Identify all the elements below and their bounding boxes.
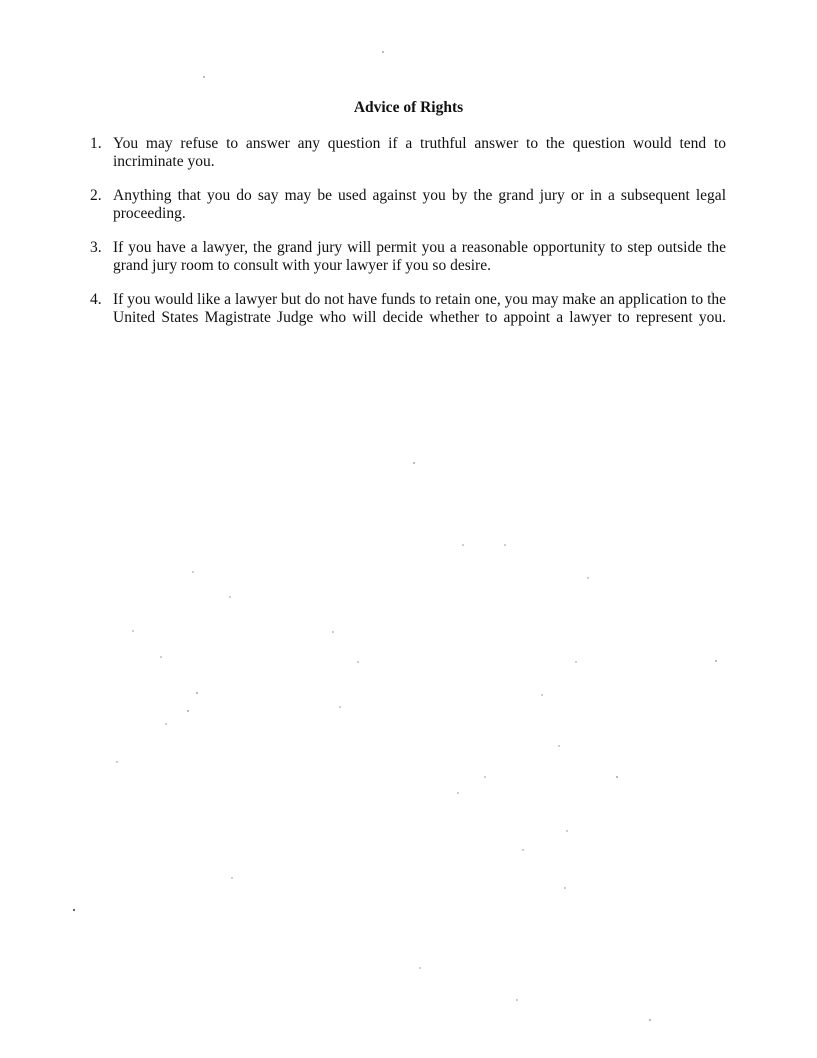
rights-list xyxy=(90,135,726,343)
item-number: 1. xyxy=(90,135,102,152)
item-text: Anything that you do say may be used against you by the grand jury or in a subsequent legal proceeding. xyxy=(113,187,726,222)
item-text: If you would like a lawyer but do not have funds to retain one, you may make an application to the United States Magistrate Judge who will decide whether to appoint a lawyer to represent you. xyxy=(113,291,726,326)
list-item xyxy=(90,291,726,327)
item-number: 2. xyxy=(90,187,102,204)
item-number: 3. xyxy=(90,239,102,256)
document-title: Advice of Rights xyxy=(353,99,464,116)
item-number: 4. xyxy=(90,291,102,308)
list-item xyxy=(90,135,726,171)
item-text: If you have a lawyer, the grand jury will permit you a reasonable opportunity to step outside the grand jury room to consult with your lawyer if you so desire. xyxy=(113,239,726,274)
item-text: You may refuse to answer any question if a truthful answer to the question would tend to incriminate you. xyxy=(113,135,726,170)
list-item xyxy=(90,187,726,223)
list-item xyxy=(90,239,726,275)
